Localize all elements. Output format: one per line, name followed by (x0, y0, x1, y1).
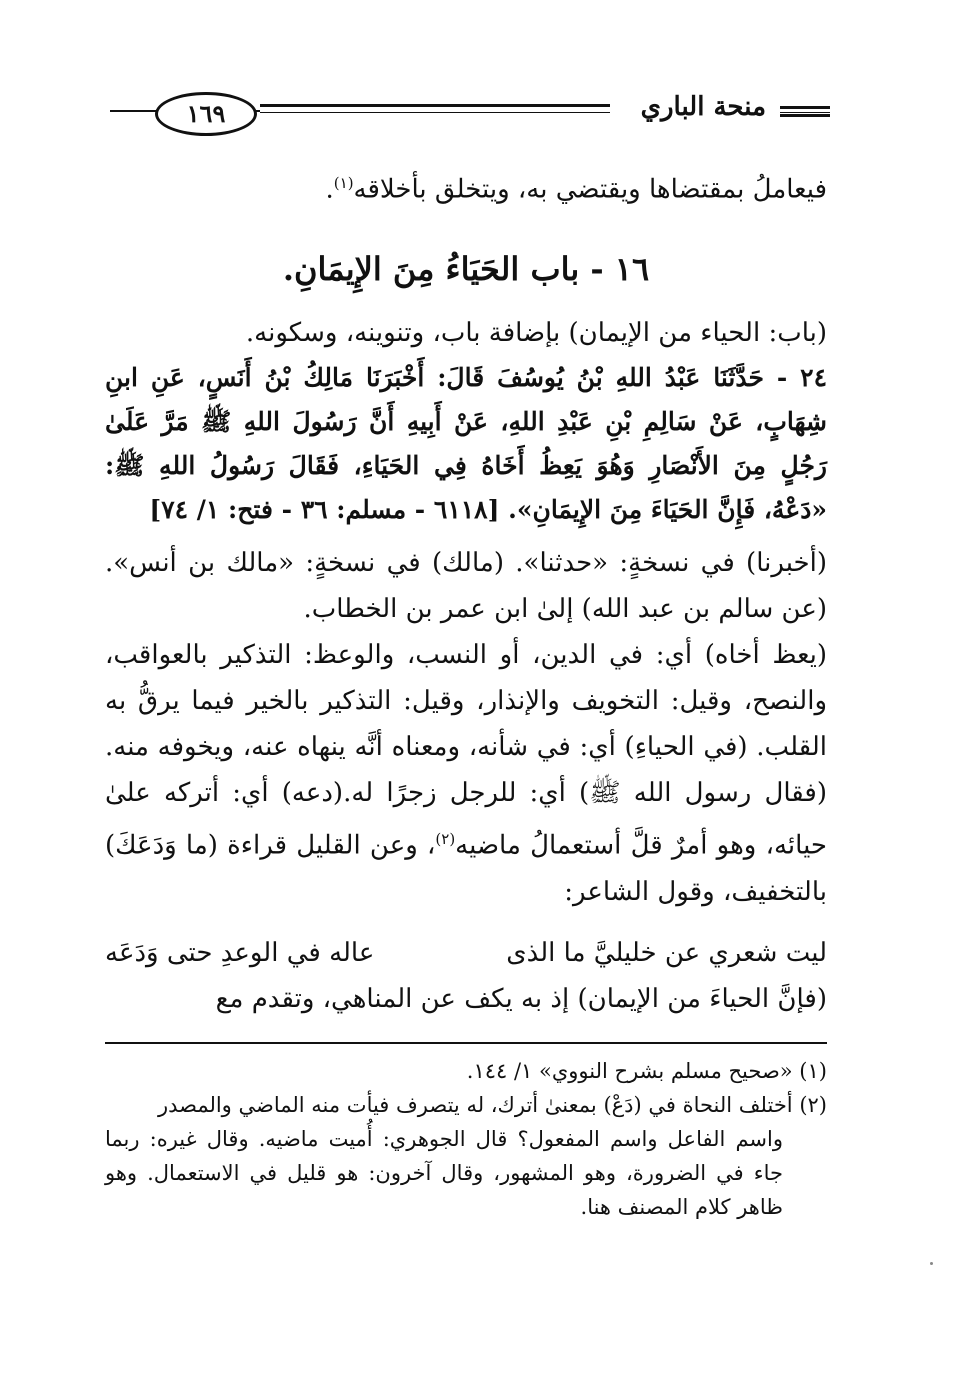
footnotes (105, 1054, 827, 1224)
page-number: ١٦٩ (155, 92, 257, 136)
footnote-ref-1: (١) (333, 174, 354, 192)
paragraph-narration-notes: (أخبرنا) في نسخةٍ: «حدثنا». (مالك) في نسخةٍ: «مالك بن أنس». (عن سالم بن عبد الله) إلىٰ ابن عمر بن الخطاب. (105, 548, 827, 624)
header-rule-middle-2 (260, 112, 610, 113)
paragraph-commentary-text: (يعظ أخاه) أي: في الدين، أو النسب، والوعظ: التذكير بالعواقب، والنصح، وقيل: التخويف والإنذار، وقيل: التذكير بالخير فيما يرقُّ به القلب. (في الحياءِ) أي: في شأنه، ومعناه أنَّه ينهاه عنه، ويخوفه منه. (فقال رسول الله ﷺ) أي: للرجل زجرًا له.(دعه) أي: أتركه علىٰ حيائه، وهو أمرٌ قلَّ أستعمالُ ماضيه (105, 640, 827, 861)
header-rule-right-2 (780, 114, 830, 117)
hadith-text: ٢٤ - حَدَّثَنَا عَبْدُ اللهِ بْنُ يُوسُفَ قَالَ: أَخْبَرَنَا مَالِكُ بْنُ أَنَسٍ، عَنِ ابنِ شِهَابٍ، عَنْ سَالِمِ بْنِ عَبْدِ اللهِ، عَنْ أَبِيهِ أَنَّ رَسُولَ اللهِ ﷺ مَرَّ عَلَىٰ رَجُلٍ مِنَ الأَنْصَارِ وَهُوَ يَعِظُ أَخَاهُ فِي الحَيَاءِ، فَقَالَ رَسُولُ اللهِ ﷺ: «دَعْهُ، فَإِنَّ الحَيَاءَ مِنَ الإِيمَانِ». [٦١١٨ - مسلم: ٣٦ - فتح: ١/ ٧٤] (105, 363, 827, 524)
verse-second-hemistich: عاله في الوعدِ حتى وَدَعَه (105, 938, 375, 968)
footnote-1: (١) «صحيح مسلم بشرح النووي» ١/ ١٤٤. (466, 1059, 827, 1083)
footnote-2-continuation: واسم الفاعل واسم المفعول؟ قال الجوهري: أُميت ماضيه. وقال غيره: ربما جاء في الضرورة، وهو المشهور، وقال آخرون: هو قليل في الاستعمال. وهو ظاهر كلام المصنف هنا. (105, 1127, 783, 1219)
poetry-verse (105, 930, 827, 976)
scan-speck (930, 1262, 933, 1265)
paragraph-opening-end: . (325, 174, 334, 205)
paragraph-commentary (105, 632, 827, 915)
verse-first-hemistich: ليت شعري عن خليليَّ ما الذى (506, 938, 827, 968)
page-number-frame (110, 92, 260, 132)
chapter-heading: ١٦ - باب الحَيَاءُ مِنَ الإِيمَانِ. (282, 250, 650, 288)
paragraph-opening-text: فيعاملُ بمقتضاها ويقتضي به، ويتخلق بأخلاقه (353, 174, 827, 205)
running-header (110, 92, 830, 138)
paragraph-closing: (فإنَّ الحياءَ من الإيمان) إذ به يكف عن المناهي، وتقدم مع (215, 984, 827, 1014)
paragraph-chapter-note: (باب: الحياء من الإيمان) بإضافة باب، وتنوينه، وسكونه. (245, 318, 827, 348)
paragraph-opening (105, 160, 827, 213)
header-rule-right (780, 106, 830, 113)
book-title: منحة الباري (640, 92, 766, 122)
footnote-2-first-line: (٢) أختلف النحاة في (دَعْ) بمعنىٰ أترك، له يتصرف فيأت منه الماضي والمصدر (157, 1093, 827, 1117)
footnote-separator (105, 1042, 827, 1044)
footnote-2 (105, 1088, 827, 1224)
paragraph-commentary-end: ، وعن القليل قراءة (ما وَدَعَكَ) بالتخفيف، وقول الشاعر: (105, 830, 827, 907)
header-rule-middle (260, 104, 610, 107)
footnote-ref-2: (٢) (435, 830, 456, 848)
